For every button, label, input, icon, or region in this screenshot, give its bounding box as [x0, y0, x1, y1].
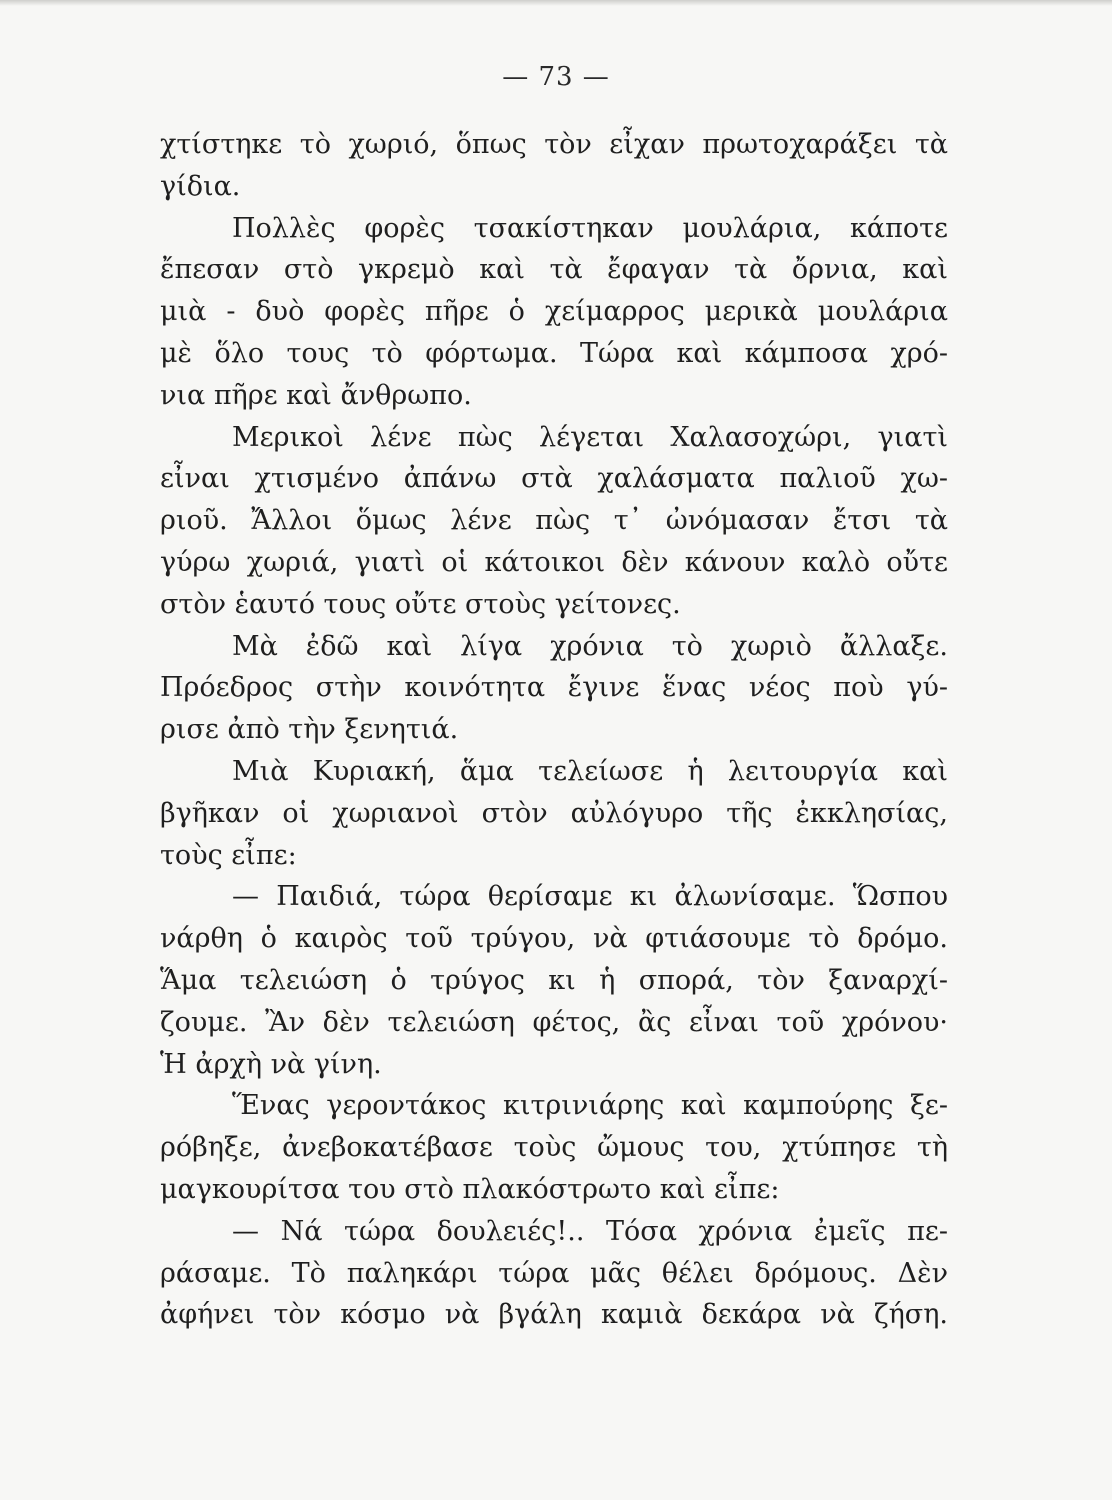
page-top-edge: [0, 0, 1112, 6]
text-line: μαγκουρίτσα του στὸ πλακόστρωτο καὶ εἶπε:: [160, 1173, 780, 1205]
text-line: Ἡ ἀρχὴ νὰ γίνη.: [160, 1048, 382, 1080]
text-line: στὸν ἑαυτό τους οὔτε στοὺς γείτονες.: [160, 588, 681, 620]
text-line: Ἅμα τελειώση ὁ τρύγος κι ἡ σπορά, τὸν ξαναρχί-: [160, 964, 948, 996]
text-line: — Νά τώρα δουλειές!.. Τόσα χρόνια ἐμεῖς πε-: [232, 1215, 948, 1247]
text-line: βγῆκαν οἱ χωριανοὶ στὸν αὐλόγυρο τῆς ἐκκλησίας,: [160, 797, 948, 829]
text-line: Πολλὲς φορὲς τσακίστηκαν μουλάρια, κάποτε: [232, 212, 948, 244]
text-line: γίδια.: [160, 170, 241, 202]
text-line: γύρω χωριά, γιατὶ οἱ κάτοικοι δὲν κάνουν καλὸ οὔτε: [160, 546, 948, 578]
text-line: ἔπεσαν στὸ γκρεμὸ καὶ τὰ ἔφαγαν τὰ ὄρνια, καὶ: [160, 254, 948, 286]
page-text-body: [160, 124, 948, 1336]
text-line: ρόβηξε, ἀνεβοκατέβασε τοὺς ὤμους του, χτύπησε τὴ: [160, 1132, 948, 1164]
text-line: μιὰ - δυὸ φορὲς πῆρε ὁ χείμαρρος μερικὰ μουλάρια: [160, 296, 948, 328]
text-line: — Παιδιά, τώρα θερίσαμε κι ἀλωνίσαμε. Ὥσπου: [232, 881, 948, 913]
text-line: μὲ ὅλο τους τὸ φόρτωμα. Τώρα καὶ κάμποσα χρό-: [160, 337, 948, 369]
text-line: χτίστηκε τὸ χωριό, ὅπως τὸν εἶχαν πρωτοχαράξει τὰ: [160, 129, 948, 160]
text-line: Μιὰ Κυριακή, ἅμα τελείωσε ἡ λειτουργία καὶ: [232, 755, 948, 787]
text-line: τοὺς εἶπε:: [160, 839, 297, 871]
text-line: Μὰ ἐδῶ καὶ λίγα χρόνια τὸ χωριὸ ἄλλαξε.: [232, 630, 948, 662]
text-line: νια πῆρε καὶ ἄνθρωπο.: [160, 379, 472, 411]
text-line: ριοῦ. Ἄλλοι ὅμως λένε πὼς τ᾿ ὠνόμασαν ἔτσι τὰ: [160, 505, 948, 537]
text-line: Ἕνας γεροντάκος κιτρινιάρης καὶ καμπούρης ξε-: [232, 1090, 948, 1122]
text-line: ρισε ἀπὸ τὴν ξενητιά.: [160, 714, 459, 746]
text-line: νάρθη ὁ καιρὸς τοῦ τρύγου, νὰ φτιάσουμε τὸ δρόμο.: [160, 923, 948, 955]
page-number: — 73 —: [502, 62, 610, 92]
text-line: ἀφήνει τὸν κόσμο νὰ βγάλη καμιὰ δεκάρα νὰ ζήση.: [160, 1299, 948, 1331]
text-line: εἶναι χτισμένο ἀπάνω στὰ χαλάσματα παλιοῦ χω-: [160, 463, 948, 495]
text-line: ράσαμε. Τὸ παληκάρι τώρα μᾶς θέλει δρόμους. Δὲν: [160, 1257, 948, 1289]
text-line: ζουμε. Ἂν δὲν τελειώση φέτος, ἂς εἶναι τοῦ χρόνου·: [160, 1006, 948, 1038]
text-line: Μερικοὶ λένε πὼς λέγεται Χαλασοχώρι, γιατὶ: [232, 421, 948, 453]
text-line: Πρόεδρος στὴν κοινότητα ἔγινε ἕνας νέος ποὺ γύ-: [160, 672, 948, 704]
